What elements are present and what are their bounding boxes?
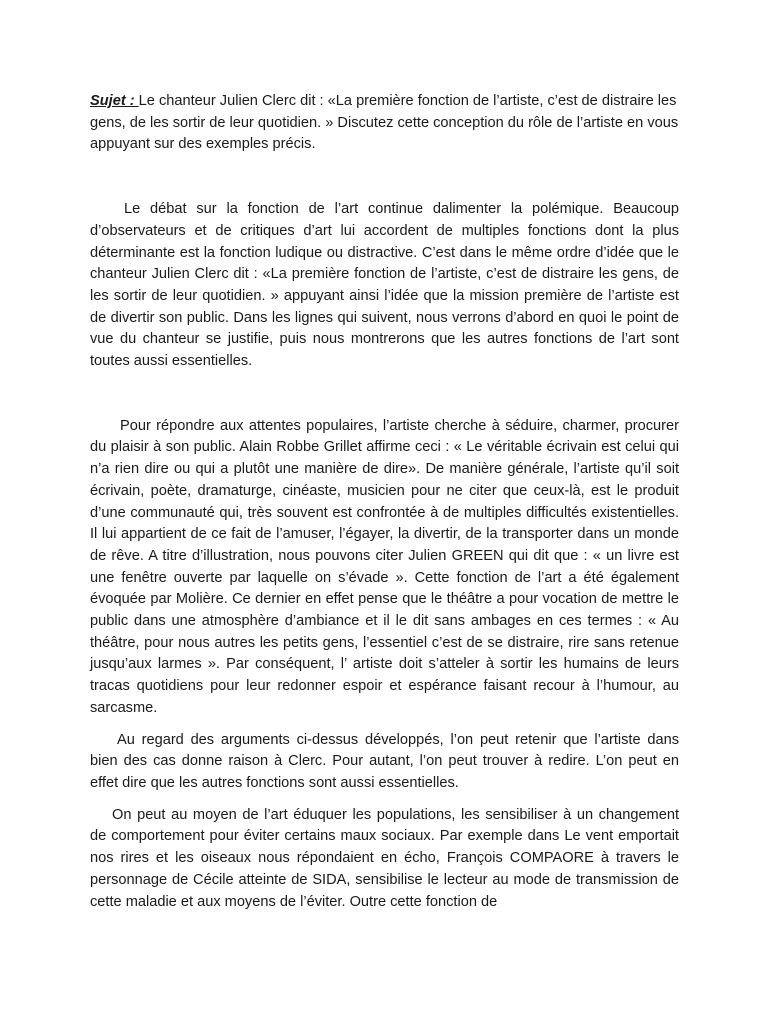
transition-paragraph: Au regard des arguments ci-dessus développés, l’on peut retenir que l’artiste dans bien des cas donne raison à Clerc. Pour autant, l’on peut trouver à redire. L’on peut en effet dire que les autres fonctions sont aussi essentielles.	[90, 731, 679, 791]
subject-text: Le chanteur Julien Clerc dit : «La première fonction de l’artiste, c’est de distraire les gens, de les sortir de leur quotidien. » Discutez cette conception du rôle de l’artiste en vous appuyant sur des exemples précis.	[90, 93, 679, 153]
body-paragraph-1: Pour répondre aux attentes populaires, l’artiste cherche à séduire, charmer, procurer du plaisir à son public. Alain Robbe Grillet affirme ceci : « Le véritable écrivain est celui qui n’a rien dire ou qui a plutôt une manière de dire». De manière générale, l’artiste qu’il soit écrivain, poète, dramaturge, cinéaste, musicien pour ne citer que ceux-là, est le produit d’une communauté qui, très souvent est confrontée à de multiples difficultés existentielles. Il lui appartient de ce fait de l’amuser, l’égayer, la divertir, de la transporter dans un monde de rêve. A titre d’illustration, nous pouvons citer Julien GREEN qui dit que : « un livre est une fenêtre ouverte par laquelle on s’évade ». Cette fonction de l’art a été également évoquée par Molière. Ce dernier en effet pense que le théâtre a pour vocation de mettre le public dans une atmosphère d’ambiance et il le dit sans ambages en ces termes : « Au théâtre, pour nous autres les petits gens, l’essentiel c’est de se distraire, rire sans retenue jusqu’aux larmes ». Par conséquent, l’ artiste doit s’atteler à sortir les humains de leurs tracas quotidiens pour leur redonner espoir et espérance faisant recour à l’humour, au sarcasme.	[90, 417, 679, 716]
document-page	[90, 91, 679, 913]
subject-label: Sujet :	[90, 93, 135, 109]
introduction-paragraph: Le débat sur la fonction de l’art continue dalimenter la polémique. Beaucoup d’observateurs et de critiques d’art lui accordent de multiples fonctions dont la plus déterminante est la fonction ludique ou distractive. C’est dans le même ordre d’idée que le chanteur Julien Clerc dit : «La première fonction de l’artiste, c’est de distraire les gens, de les sortir de leur quotidien. » appuyant ainsi l’idée que la mission première de l’artiste est de divertir son public. Dans les lignes qui suivent, nous verrons d’abord en quoi le point de vue du chanteur se justifie, puis nous montrerons que les autres fonctions de l’art sont toutes aussi essentielles.	[90, 201, 679, 370]
body-paragraph-2: On peut au moyen de l’art éduquer les populations, les sensibiliser à un changement de comportement pour éviter certains maux sociaux. Par exemple dans Le vent emportait nos rires et les oiseaux nous répondaient en écho, François COMPAORE à travers le personnage de Cécile atteinte de SIDA, sensibilise le lecteur au mode de transmission de cette maladie et aux moyens de l’éviter. Outre cette fonction de	[90, 806, 679, 910]
essay-subject	[90, 91, 679, 156]
